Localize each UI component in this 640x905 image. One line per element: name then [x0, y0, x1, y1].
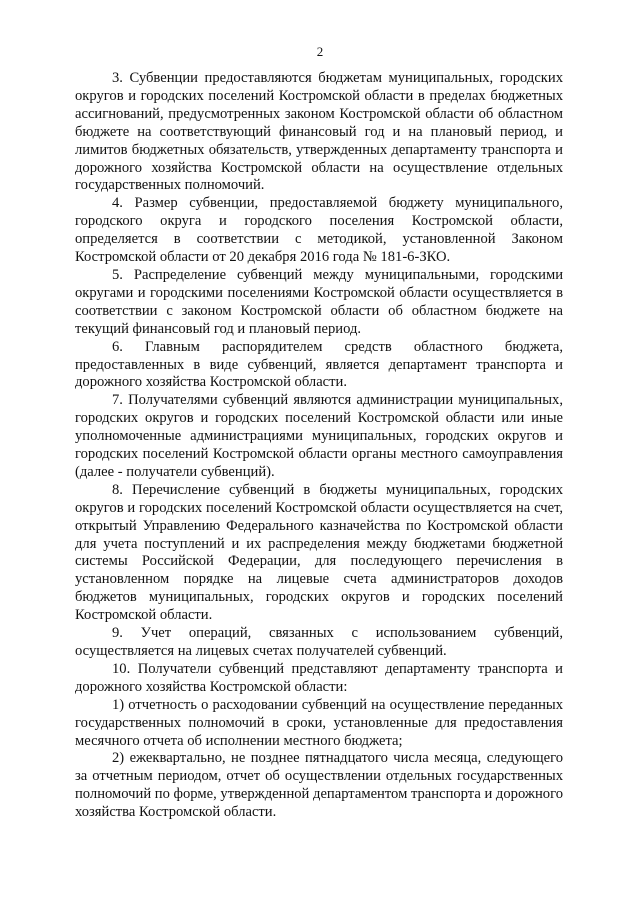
paragraph-3: 3. Субвенции предоставляются бюджетам муниципальных, городских округов и городских поселений Костромской области в пределах бюджетных ассигнований, предусмотренных законом Костромской области об областном бюджете на соответствующий финансовый год и на плановый период, и лимитов бюджетных обязательств, утвержденных департаменту транспорта и дорожного хозяйства Костромской области на осуществление отдельных государственных полномочий. — [75, 70, 563, 194]
paragraph-7: 7. Получателями субвенций являются администрации муниципальных, городских округов и городских поселений Костромской области или иные уполномоченные администрациями муниципальных, городских округов и городских поселений Костромской области органы местного самоуправления (далее - получатели субвенций). — [75, 392, 563, 480]
page-number: 2 — [316, 44, 324, 59]
paragraph-10: 10. Получатели субвенций представляют департаменту транспорта и дорожного хозяйства Костромской области: — [75, 660, 563, 695]
paragraph-5: 5. Распределение субвенций между муниципальными, городскими округами и городскими поселениями Костромской области осуществляется в соответствии с законом Костромской области об областном бюджете на текущий финансовый год и плановый период. — [75, 266, 563, 337]
subparagraph-10-1: 1) отчетность о расходовании субвенций на осуществление переданных государственных полномочий в сроки, установленные для предоставления месячного отчета об исполнении местного бюджета; — [75, 696, 563, 749]
paragraph-8: 8. Перечисление субвенций в бюджеты муниципальных, городских округов и городских поселений Костромской области осуществляется на счет, открытый Управлению Федерального казначейства по Костромской области для учета поступлений и их распределения между бюджетами бюджетной системы Российской Федерации, для последующего перечисления в установленном порядке на лицевые счета администраторов доходов бюджетов муниципальных, городских округов и городских поселений Костромской области. — [75, 481, 563, 624]
subparagraph-10-2: 2) ежеквартально, не позднее пятнадцатого числа месяца, следующего за отчетным периодом, отчет об осуществлении отдельных государственных полномочий по форме, утвержденной департаментом транспорта и дорожного хозяйства Костромской области. — [75, 750, 563, 821]
paragraph-6: 6. Главным распорядителем средств областного бюджета, предоставленных в виде субвенций, является департамент транспорта и дорожного хозяйства Костромской области. — [75, 338, 563, 391]
paragraph-9: 9. Учет операций, связанных с использованием субвенций, осуществляется на лицевых счетах получателей субвенций. — [75, 625, 563, 659]
paragraph-4: 4. Размер субвенции, предоставляемой бюджету муниципального, городского округа и городского поселения Костромской области, определяется в соответствии с методикой, установленной Законом Костромской области от 20 декабря 2016 года № 181-6-ЗКО. — [75, 195, 563, 266]
document-body — [75, 70, 563, 822]
